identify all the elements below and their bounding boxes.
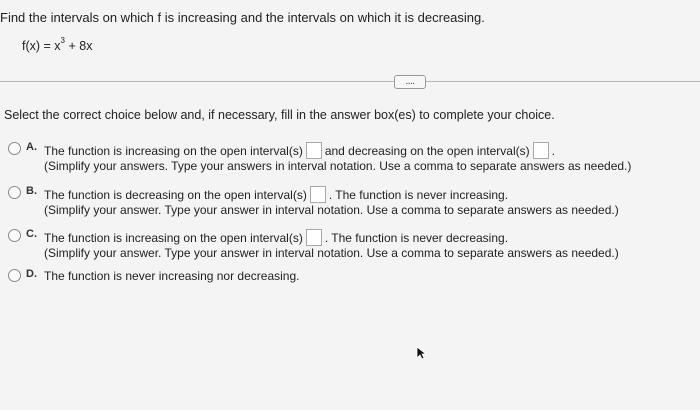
- function-lhs: f(x) = x: [22, 39, 61, 54]
- choice-c-text-1: The function is increasing on the open interval(s): [44, 231, 303, 245]
- choice-d-letter: D.: [26, 268, 37, 280]
- choice-c-letter: C.: [26, 228, 37, 240]
- mouse-cursor-icon: [416, 346, 428, 360]
- section-divider: [0, 81, 700, 82]
- choice-b-text-2: . The function is never increasing.: [328, 188, 509, 202]
- choice-a-note: (Simplify your answers. Type your answers in interval notation. Use a comma to separate answers as needed.): [44, 159, 632, 173]
- function-rhs: + 8x: [65, 39, 93, 54]
- radio-choice-c[interactable]: [8, 229, 21, 242]
- choice-c-text-2: . The function is never decreasing.: [324, 231, 509, 245]
- radio-choice-b[interactable]: [8, 186, 21, 199]
- radio-choice-d[interactable]: [8, 269, 21, 282]
- question-prompt: Find the intervals on which f is increasing and the intervals on which it is decreasing.: [0, 10, 485, 25]
- radio-choice-a[interactable]: [8, 142, 21, 155]
- choice-b-text-1: The function is decreasing on the open interval(s): [44, 188, 307, 202]
- choice-d-text: The function is never increasing nor decreasing.: [44, 269, 300, 283]
- more-options-button[interactable]: [394, 75, 426, 89]
- choice-a-text-1: The function is increasing on the open interval(s): [44, 144, 303, 158]
- choice-b-answer-box[interactable]: [310, 186, 326, 203]
- choice-a-answer-box-2[interactable]: [533, 142, 549, 159]
- choice-a-letter: A.: [26, 141, 37, 153]
- instruction-text: Select the correct choice below and, if necessary, fill in the answer box(es) to complete your choice.: [4, 108, 555, 122]
- choice-b-letter: B.: [26, 185, 37, 197]
- choice-a-text-2: and decreasing on the open interval(s): [324, 144, 530, 158]
- ellipsis-icon: ....: [405, 76, 415, 87]
- function-expression: [22, 38, 92, 53]
- choice-c-answer-box[interactable]: [306, 229, 322, 246]
- choice-c-note: (Simplify your answer. Type your answer in interval notation. Use a comma to separate answers as needed.): [44, 246, 619, 260]
- choice-b-note: (Simplify your answer. Type your answer in interval notation. Use a comma to separate answers as needed.): [44, 203, 619, 217]
- choice-a-answer-box-1[interactable]: [306, 142, 322, 159]
- choice-a-text-3: .: [551, 144, 555, 158]
- function-exponent: 3: [60, 36, 65, 45]
